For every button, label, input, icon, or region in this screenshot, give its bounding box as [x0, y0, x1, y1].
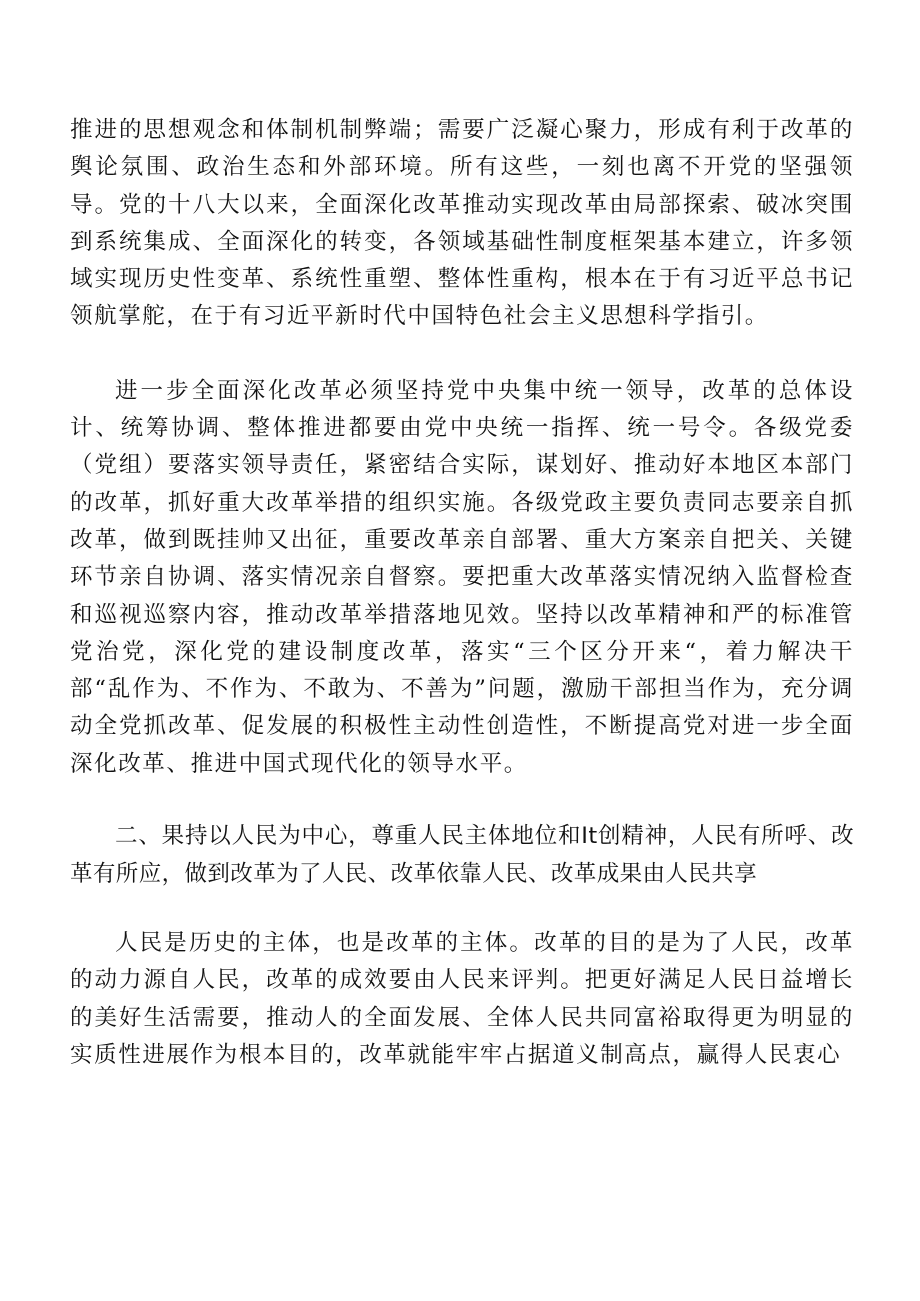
paragraph-2: 进一步全面深化改革必须坚持党中央集中统一领导，改革的总体设计、统筹协调、整体推进都要由党中央统一指挥、统一号令。各级党委（党组）要落实领导责任，紧密结合实际，谋划好、推动好本地区本部门的改革，抓好重大改革举措的组织实施。各级党政主要负责同志要亲自抓改革，做到既挂帅又出征，重要改革亲自部署、重大方案亲自把关、关键环节亲自协调、落实情况亲自督察。要把重大改革落实情况纳入监督检查和巡视巡察内容，推动改革举措落地见效。坚持以改革精神和严的标准管党治党，深化党的建设制度改革，落实“三个区分开来“，着力解决干部“乱作为、不作为、不敢为、不善为”问题，激励干部担当作为，充分调动全党抓改革、促发展的积极性主动性创造性，不断提高党对进一步全面深化改革、推进中国式现代化的领导水平。 — [70, 377, 854, 777]
section-heading: 二、果持以人民为中心，尊重人民主体地位和It创精神，人民有所呼、改革有所应，做到改革为了人民、改革依靠人民、改革成果由人民共享 — [70, 823, 854, 888]
paragraph-1: 推进的思想观念和体制机制弊端；需要广泛凝心聚力，形成有利于改革的舆论氛围、政治生态和外部环境。所有这些，一刻也离不开党的坚强领导。党的十八大以来，全面深化改革推动实现改革由局部探索、破冰突围到系统集成、全面深化的转变，各领域基础性制度框架基本建立，许多领域实现历史性变革、系统性重塑、整体性重构，根本在于有习近平总书记领航掌舵，在于有习近平新时代中国特色社会主义思想科学指引。 — [70, 117, 854, 330]
paragraph-3: 人民是历史的主体，也是改革的主体。改革的目的是为了人民，改革的动力源自人民，改革的成效要由人民来评判。把更好满足人民日益增长的美好生活需要，推动人的全面发展、全体人民共同富裕取得更为明显的实质性进展作为根本目的，改革就能牢牢占据道义制高点，赢得人民衷心 — [70, 930, 854, 1068]
